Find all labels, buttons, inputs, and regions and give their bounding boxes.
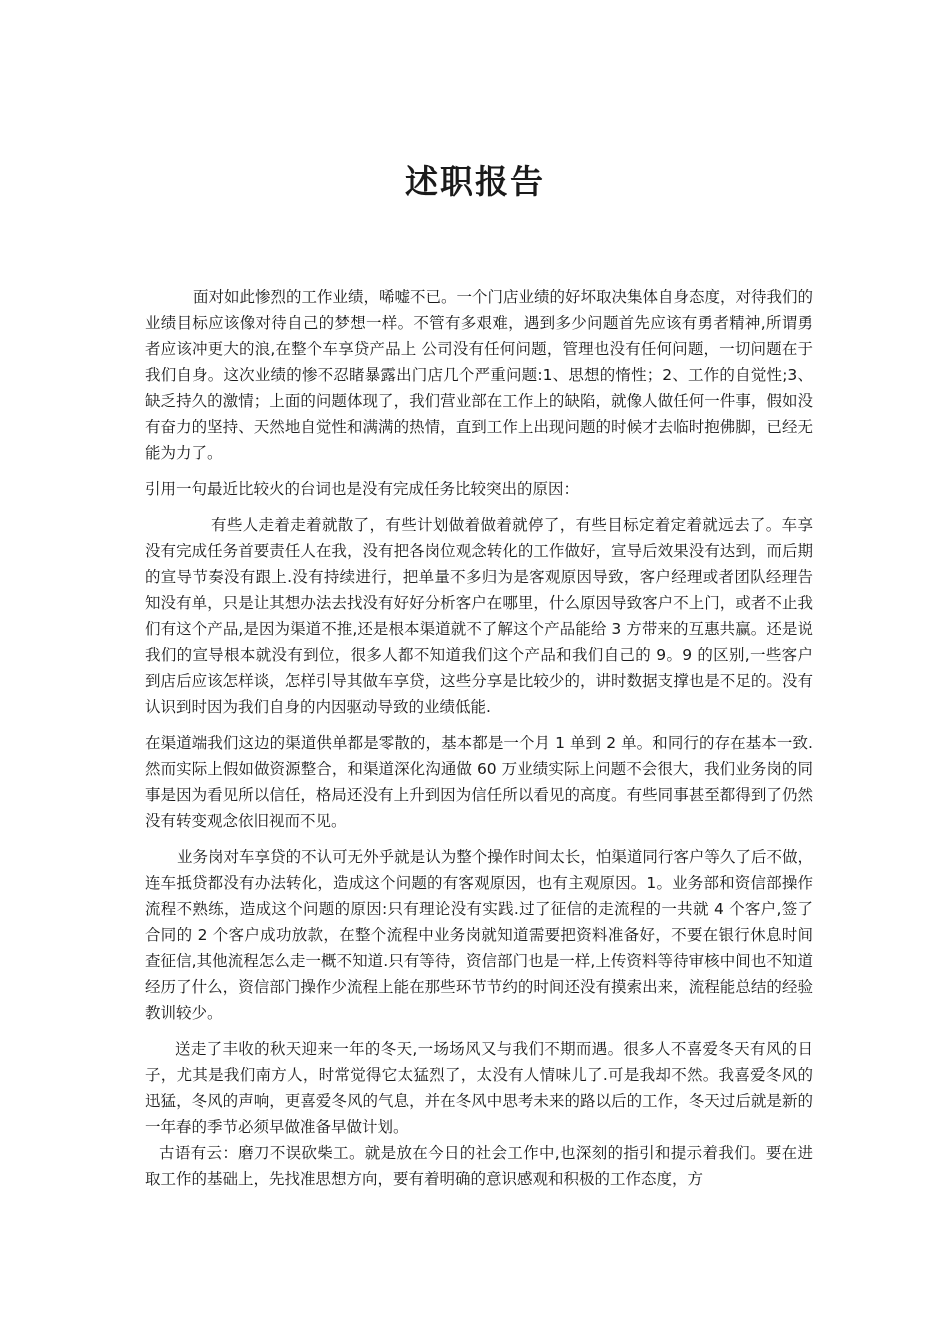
paragraph-1: 面对如此惨烈的工作业绩，唏嘘不已。一个门店业绩的好坏取决集体自身态度，对待我们的业绩目标应该像对待自己的梦想一样。不管有多艰难，遇到多少问题首先应该有勇者精神,所谓勇者应该冲更大的浪,在整个车享贷产品上 公司没有任何问题，管理也没有任何问题，一切问题在于我们自身。这次业绩的惨不忍睹暴露出门店几个严重问题:1、思想的惰性；2、工作的自觉性;3、缺乏持久的激情；上面的问题体现了，我们营业部在工作上的缺陷，就像人做任何一件事，假如没有奋力的坚持、天然地自觉性和满满的热情，直到工作上出现问题的时候才去临时抱佛脚，已经无能为力了。: [145, 288, 814, 462]
paragraph-3: 有些人走着走着就散了，有些计划做着做着就停了，有些目标定着定着就远去了。车享没有完成任务首要责任人在我，没有把各岗位观念转化的工作做好，宣导后效果没有达到，而后期的宣导节奏没有跟上.没有持续进行，把单量不多归为是客观原因导致，客户经理或者团队经理告知没有单，只是让其想办法去找没有好好分析客户在哪里，什么原因导致客户不上门，或者不止我们有这个产品,是因为渠道不推,还是根本渠道就不了解这个产品能给 3 方带来的互惠共赢。还是说我们的宣导根本就没有到位，很多人都不知道我们这个产品和我们自己的 9。9 的区别,一些客户到店后应该怎样谈，怎样引导其做车享贷，这些分享是比较少的，讲时数据支撑也是不足的。没有认识到时因为我们自身的内因驱动导致的业绩低能.: [145, 516, 813, 716]
paragraph-2: 引用一句最近比较火的台词也是没有完成任务比较突出的原因：: [145, 480, 580, 498]
paragraph-7: 古语有云：磨刀不误砍柴工。就是放在今日的社会工作中,也深刻的指引和提示着我们。要在进取工作的基础上，先找准思想方向，要有着明确的意识感观和积极的工作态度，方: [145, 1144, 813, 1188]
paragraph-4: 在渠道端我们这边的渠道供单都是零散的，基本都是一个月 1 单到 2 单。和同行的存在基本一致.然而实际上假如做资源整合，和渠道深化沟通做 60 万业绩实际上问题不会很大，我们业务岗的同事是因为看见所以信任，格局还没有上升到因为信任所以看见的高度。有些同事甚至都得到了仍然没有转变观念依旧视而不见。: [145, 734, 813, 830]
document-body: [145, 284, 813, 1192]
paragraph-5: 业务岗对车享贷的不认可无外乎就是认为整个操作时间太长，怕渠道同行客户等久了后不做，连车抵贷都没有办法转化，造成这个问题的有客观原因，也有主观原因。1。业务部和资信部操作流程不熟练，造成这个问题的原因:只有理论没有实践.过了征信的走流程的一共就 4 个客户,签了合同的 2 个客户成功放款，在整个流程中业务岗就知道需要把资料准备好，不要在银行休息时间查征信,其他流程怎么走一概不知道.只有等待，资信部门也是一样,上传资料等待审核中间也不知道经历了什么，资信部门操作少流程上能在那些环节节约的时间还没有摸索出来，流程能总结的经验教训较少。: [145, 848, 813, 1022]
paragraph-6: 送走了丰收的秋天迎来一年的冬天,一场场风又与我们不期而遇。很多人不喜爱冬天有风的日子，尤其是我们南方人，时常觉得它太猛烈了，太没有人情味儿了.可是我却不然。我喜爱冬风的迅猛，冬风的声响，更喜爱冬风的气息，并在冬风中思考未来的路以后的工作，冬天过后就是新的一年春的季节必须早做准备早做计划。: [145, 1040, 813, 1136]
document-title: 述职报告: [405, 162, 545, 201]
